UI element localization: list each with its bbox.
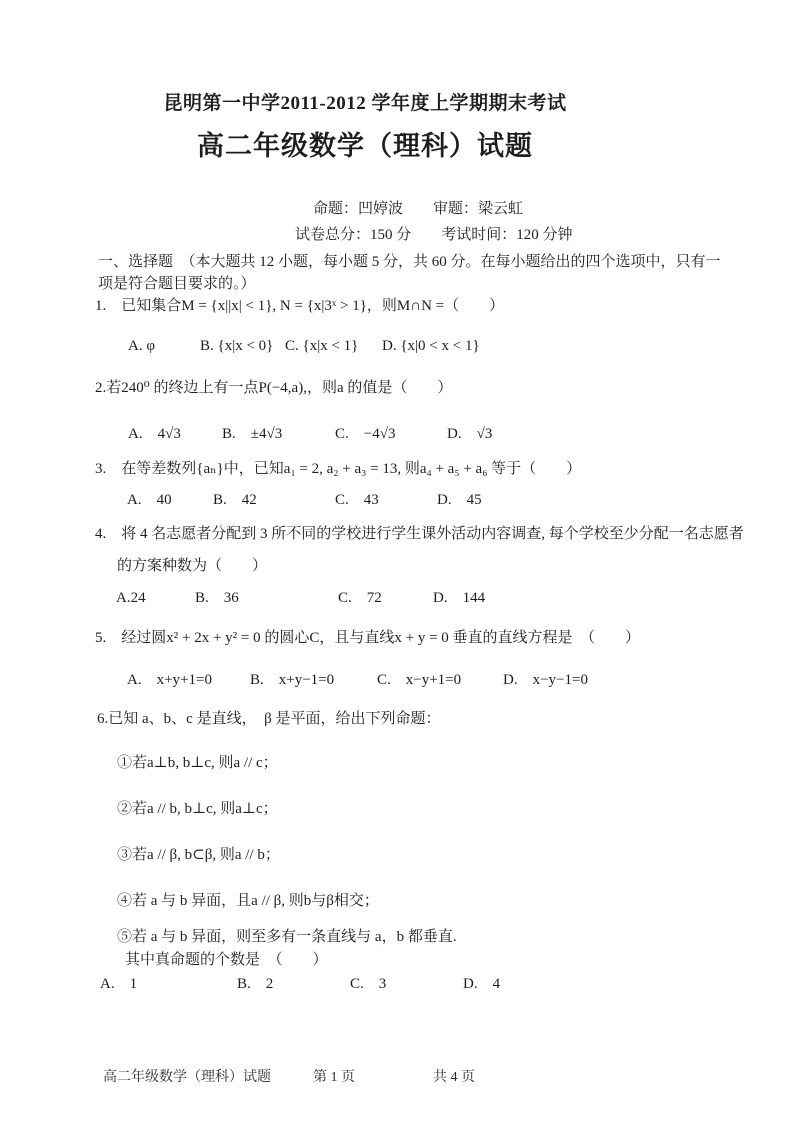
question-6-conclusion: 其中真命题的个数是 （ ） [125, 952, 328, 968]
question-2-option-b: B. ±4√3 [222, 426, 283, 442]
section-heading-line2: 项是符合题目要求的。） [98, 276, 256, 292]
question-4-text-line1: 4. 将 4 名志愿者分配到 3 所不同的学校进行学生课外活动内容调查, 每个学校至少分配一名志愿者 [95, 526, 744, 542]
question-5-option-d: D. x−y−1=0 [503, 672, 588, 688]
question-5-option-b: B. x+y−1=0 [250, 672, 335, 688]
question-3-option-b: B. 42 [213, 492, 257, 508]
section-heading-line1: 一、选择题 （本大题共 12 小题，每小题 5 分，共 60 分。在每小题给出的四个选项中，只有一 [98, 254, 721, 270]
question-1-option-a: A. φ [128, 338, 155, 354]
question-5-options [127, 670, 770, 691]
footer-paper-label: 高二年级数学（理科）试题 [103, 1070, 271, 1085]
question-5-text: 5. 经过圆x² + 2x + y² = 0 的圆心C，且与直线x + y = 0 垂直的直线方程是 （ ） [95, 630, 641, 646]
question-6-option-d: D. 4 [463, 976, 501, 992]
setters-line: 命题：凹婷波 审题：梁云虹 [313, 201, 524, 217]
page-footer [103, 1068, 770, 1087]
question-1-option-d: D. {x|0 < x < 1} [382, 338, 480, 354]
footer-page-number: 第 1 页 [313, 1070, 355, 1085]
question-6-option-c: C. 3 [350, 976, 387, 992]
question-2-option-c: C. −4√3 [335, 426, 396, 442]
question-2-option-a: A. 4√3 [128, 426, 181, 442]
footer-total-pages: 共 4 页 [433, 1070, 475, 1085]
question-3-text: 3. 在等差数列{aₙ}中，已知a₁ = 2, a₂ + a₃ = 13, 则a₄ + a₅ + a₆ 等于（ ） [95, 461, 582, 477]
question-3-option-a: A. 40 [127, 492, 172, 508]
question-2-option-d: D. √3 [447, 426, 493, 442]
question-2-text: 2.若240⁰ 的终边上有一点P(−4,a),，则a 的值是（ ） [95, 380, 453, 396]
question-4-options [116, 588, 770, 609]
score-time-line: 试卷总分：150 分 考试时间：120 分钟 [295, 227, 573, 243]
question-4-option-d: D. 144 [433, 590, 486, 606]
question-6-option-b: B. 2 [237, 976, 274, 992]
paper-title: 高二年级数学（理科）试题 [197, 131, 533, 161]
exam-session-title: 昆明第一中学2011-2012 学年度上学期期末考试 [163, 93, 567, 114]
question-1-option-c: C. {x|x < 1} [285, 338, 359, 354]
question-6-text: 6.已知 a、b、c 是直线， β 是平面，给出下列命题： [97, 711, 441, 727]
question-5-option-a: A. x+y+1=0 [127, 672, 212, 688]
question-4-option-c: C. 72 [338, 590, 382, 606]
question-3-options [127, 490, 770, 511]
question-4-option-b: B. 36 [195, 590, 239, 606]
question-4-text-line2: 的方案种数为（ ） [117, 558, 268, 574]
question-6-item-2: ②若a // b, b⊥c, 则a⊥c； [117, 801, 278, 817]
question-6-item-5: ⑤若 a 与 b 异面，则至多有一条直线与 a，b 都垂直. [117, 929, 457, 945]
question-6-item-3: ③若a // β, b⊂β, 则a // b； [117, 847, 280, 863]
question-6-option-a: A. 1 [100, 976, 138, 992]
question-3-option-c: C. 43 [335, 492, 379, 508]
question-1-text: 1. 已知集合M = {x||x| < 1}, N = {x|3ˣ > 1}，则M∩N =（ ） [95, 298, 505, 314]
question-6-item-1: ①若a⊥b, b⊥c, 则a // c； [117, 755, 278, 771]
question-3-option-d: D. 45 [437, 492, 482, 508]
question-5-option-c: C. x−y+1=0 [377, 672, 462, 688]
question-6-options [100, 974, 770, 995]
question-2-options [128, 424, 770, 445]
question-1-options [128, 336, 770, 357]
question-6-item-4: ④若 a 与 b 异面，且a // β, 则b与β相交； [117, 893, 379, 909]
question-1-option-b: B. {x|x < 0} [200, 338, 274, 354]
question-4-option-a: A.24 [116, 590, 146, 606]
